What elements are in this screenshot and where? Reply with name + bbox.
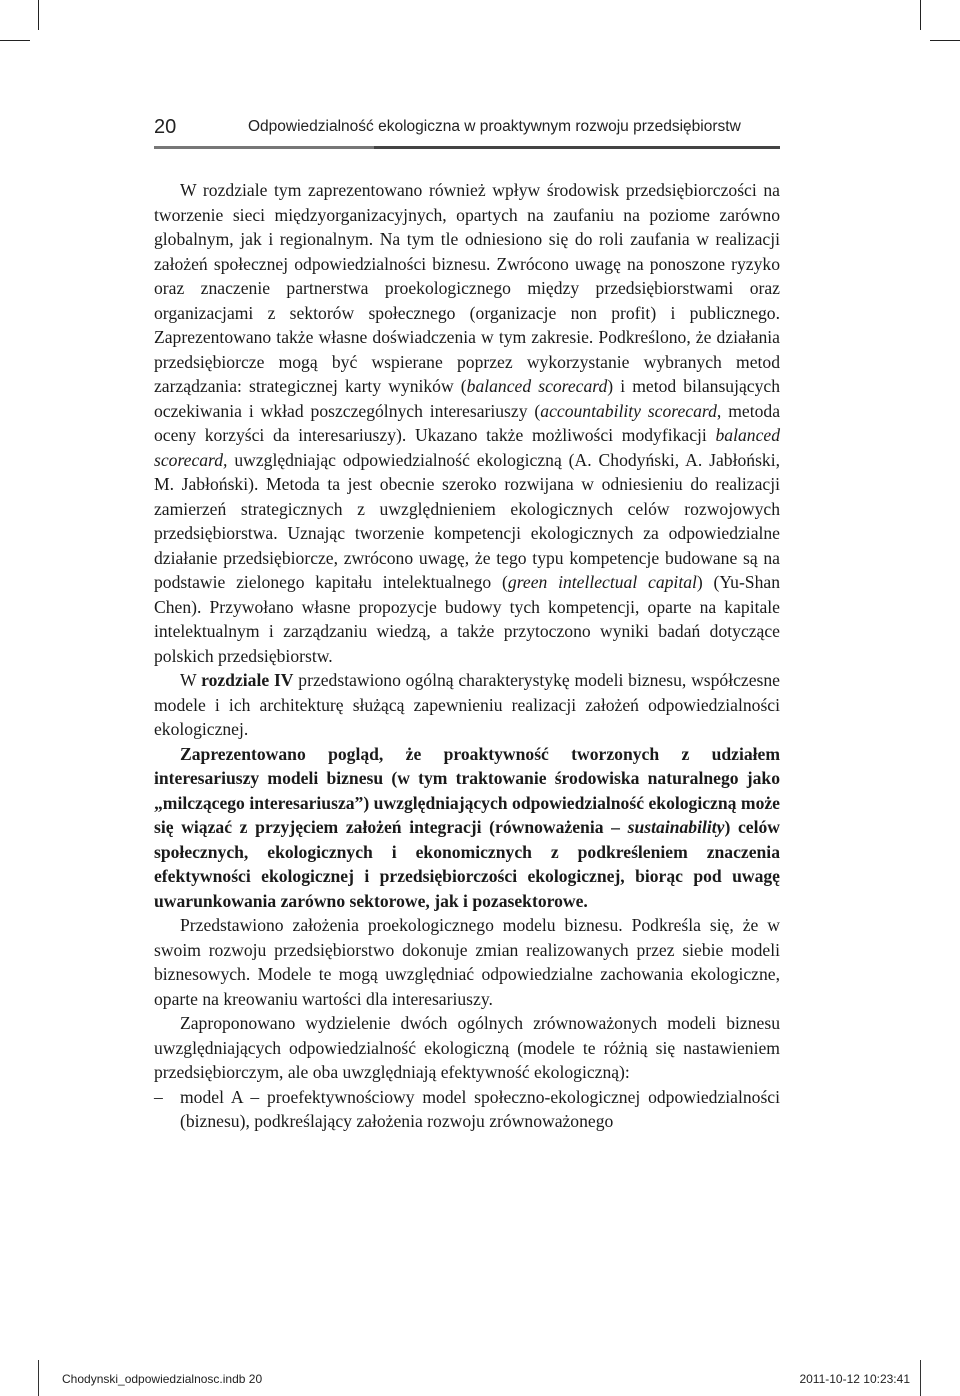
- header-rule: [154, 146, 780, 149]
- paragraph: [154, 1011, 780, 1085]
- bullet-dash: –: [154, 1086, 163, 1107]
- bold-term: rozdziale IV: [201, 670, 294, 690]
- file-slug: Chodynski_odpowiedzialnosc.indb 20: [62, 1372, 263, 1386]
- text-run: model A – proefektywnościowy model społeczno-ekologicznej odpowiedzialności (biznesu), podkreślający założenia rozwoju zrównoważonego: [180, 1086, 780, 1131]
- print-slug-footer: [0, 1368, 960, 1396]
- italic-term: balanced scorecard,: [154, 425, 780, 470]
- crop-mark-top-right-h: [930, 40, 960, 41]
- text-run: , metoda oceny korzyści da interesariuszy). Ukazano także możliwości modyfikacji: [154, 400, 780, 445]
- text-run: ) celów społecznych, ekologicznych i ekonomicznych z podkreśleniem znaczenia efektywności ekologicznej i przedsiębiorczości ekologicznej, biorąc pod uwagę uwarunkowania zarówno sektorowe, jak i pozasektorowe.: [154, 817, 780, 911]
- page-number: 20: [154, 116, 177, 138]
- text-run: Zaprezentowano pogląd, że proaktywność tworzonych z udziałem interesariuszy modeli biznesu (w tym traktowanie środowiska naturalnego jako „milczącego interesariusza”) uwzględniających odpowiedzialność ekologiczną może się wiązać z przyjęciem założeń integracji (równoważenia –: [154, 743, 780, 837]
- page-header: [154, 114, 780, 140]
- crop-mark-top-right-v: [920, 0, 921, 30]
- text-run: W: [180, 670, 202, 690]
- crop-mark-top-left-v: [38, 0, 39, 30]
- text-run: uwzględniając odpowiedzialność ekologiczną (A. Chodyński, A. Jabłoński, M. Jabłoński). Metoda ta jest obecnie szeroko rozwijana w odniesieniu do realizacji zamierzeń strategicznych z uwzględnieniem ekologicznych celów rozwojowych przedsiębiorstwa. Uznając tworzenie kompetencji ekologicznych za odpowiedzialne działanie przedsiębiorcze, zwrócono uwagę, że tego typu kompetencje budowane są na podstawie zielonego kapitału intelektualnego (: [154, 449, 780, 592]
- text-run: ) i metod bilansujących oczekiwania i wkład poszczególnych interesariuszy (: [154, 376, 780, 421]
- print-timestamp: 2011-10-12 10:23:41: [799, 1372, 910, 1386]
- text-run: Przedstawiono założenia proekologicznego modelu biznesu. Podkreśla się, że w swoim rozwoju przedsiębiorstwo dokonuje zmian realizowanych przez siebie modeli biznesowych. Modele te mogą uwzględniać odpowiedzialne zachowania ekologiczne, oparte na kreowaniu wartości dla interesariuszy.: [154, 915, 780, 1009]
- crop-mark-bottom-right: [920, 1360, 921, 1396]
- paragraph: [154, 913, 780, 1011]
- running-title: Odpowiedzialność ekologiczna w proaktywnym rozwoju przedsiębiorstw: [248, 118, 741, 135]
- text-run: ) (Yu-Shan Chen). Przywołano własne propozycje budowy tych kompetencji, oparte na kapitale intelektualnym i zarządzaniu wiedzą, a także przytoczono wyniki badań dotyczące polskich przedsiębiorstw.: [154, 572, 780, 666]
- text-run: Zaproponowano wydzielenie dwóch ogólnych zrównoważonych modeli biznesu uwzględniających odpowiedzialność ekologiczną (modele te różnią się nastawieniem przedsiębiorczym, ale oba uwzględniają efektywność ekologiczną):: [154, 1013, 780, 1082]
- text-run: przedstawiono ogólną charakterystykę modeli biznesu, współczesne modele i ich architekturę służącą zapewnieniu realizacji założeń odpowiedzialności ekologicznej.: [154, 670, 780, 739]
- italic-term: sustainability: [627, 817, 725, 837]
- body-text: [154, 178, 780, 1134]
- bullet-item: [154, 1085, 780, 1134]
- text-run: W rozdziale tym zaprezentowano również wpływ środowisk przedsiębiorczości na tworzenie sieci międzyorganizacyjnych, opartych na zaufaniu na poziome zarówno globalnym, jak i regionalnym. Na tym tle odniesiono się do roli zaufania w realizacji założeń społecznej odpowiedzialności biznesu. Zwrócono uwagę na ponoszone ryzyko oraz znaczenie partnerstwa proekologicznego między przedsiębiorstwami oraz organizacjami z sektorów społecznego (organizacje non profit) i publicznego. Zaprezentowano także własne doświadczenia w tym zakresie. Podkreślono, że działania przedsiębiorcze mogą być wspierane poprzez wykorzystanie wybranych metod zarządzania: strategicznej karty wyników (: [154, 180, 780, 396]
- italic-term: accountability scorecard: [540, 400, 717, 421]
- crop-mark-bottom-left: [38, 1360, 39, 1396]
- paragraph: [154, 178, 780, 668]
- italic-term: balanced scorecard: [466, 376, 608, 396]
- paragraph: [154, 742, 780, 914]
- paragraph: [154, 668, 780, 742]
- crop-mark-top-left-h: [0, 40, 30, 41]
- italic-term: green intellectual capital: [507, 572, 697, 592]
